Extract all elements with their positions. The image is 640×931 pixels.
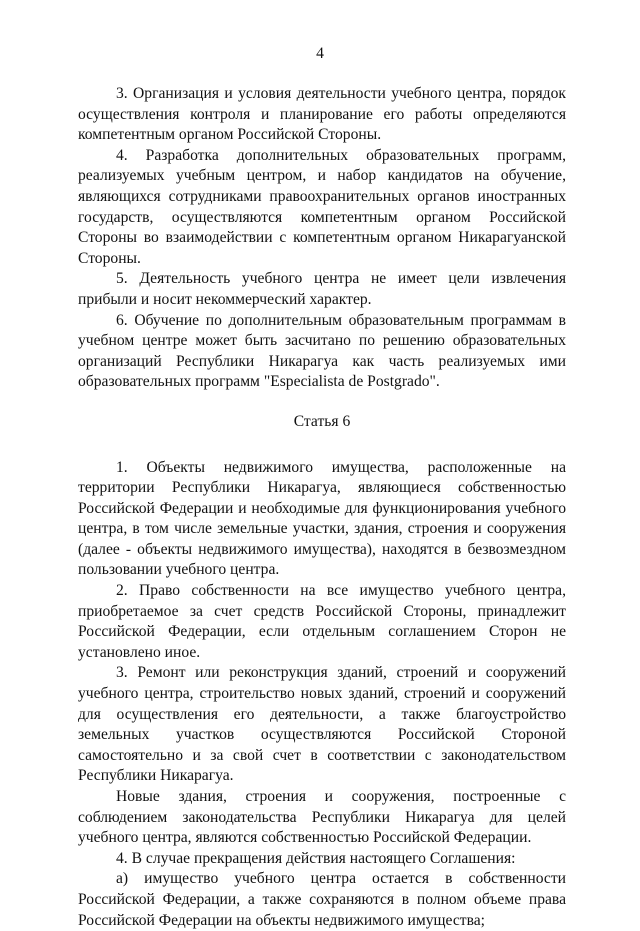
document-body [78,84,566,931]
paragraph-3-training-center-organization: 3. Организация и условия деятельности учебного центра, порядок осуществления контроля и планирование его работы определяются компетентным органом Российской Стороны. [78,85,566,144]
paragraph-5-non-commercial: 5. Деятельность учебного центра не имеет цели извлечения прибыли и носит некоммерческий характер. [78,270,566,308]
article-6-paragraph-1: 1. Объекты недвижимого имущества, расположенные на территории Республики Никарагуа, являющиеся собственностью Российской Федерации и необходимые для функционирования учебного центра, в том числе земельные участки, здания, строения и сооружения (далее - объекты недвижимого имущества), находятся в безвозмездном пользовании учебного центра. [78,458,566,579]
article-6-paragraph-2: 2. Право собственности на все имущество учебного центра, приобретаемое за счет средств Российской Стороны, принадлежит Российской Федерации, если отдельным соглашением Сторон не установлено иное. [78,582,566,661]
paragraph-6-credit-recognition: 6. Обучение по дополнительным образовательным программам в учебном центре может быть засчитано по решению образовательных организаций Республики Никарагуа как часть реализуемых ими образовательных программ "Especialista de Postgrado". [78,311,566,391]
article-6-paragraph-4: 4. В случае прекращения действия настоящего Соглашения: [116,849,516,867]
article-6-paragraph-3: 3. Ремонт или реконструкция зданий, строений и сооружений учебного центра, строительство новых зданий, строений и сооружений для осуществления его деятельности, а также благоустройство земельных участков осуществляются Российской Стороной самостоятельно и за свой счет в соответствии с законодательством Республики Никарагуа. [78,664,566,785]
page-number: 4 [316,45,324,62]
paragraph-4-program-development: 4. Разработка дополнительных образовательных программ, реализуемых учебным центром, и набор кандидатов на обучение, являющихся сотрудниками правоохранительных органов иностранных государств, осуществляются компетентным органом Российской Стороны во взаимодействии с компетентным органом Никарагуанской Стороны. [78,146,566,267]
article-6-paragraph-4a: а) имущество учебного центра остается в собственности Российской Федерации, а также сохраняются в полном объеме права Российской Федерации на объекты недвижимого имущества; [78,870,566,929]
article-6-paragraph-new-buildings: Новые здания, строения и сооружения, построенные с соблюдением законодательства Республики Никарагуа для целей учебного центра, являются собственностью Российской Федерации. [78,788,566,847]
article-heading: Статья 6 [293,412,351,430]
